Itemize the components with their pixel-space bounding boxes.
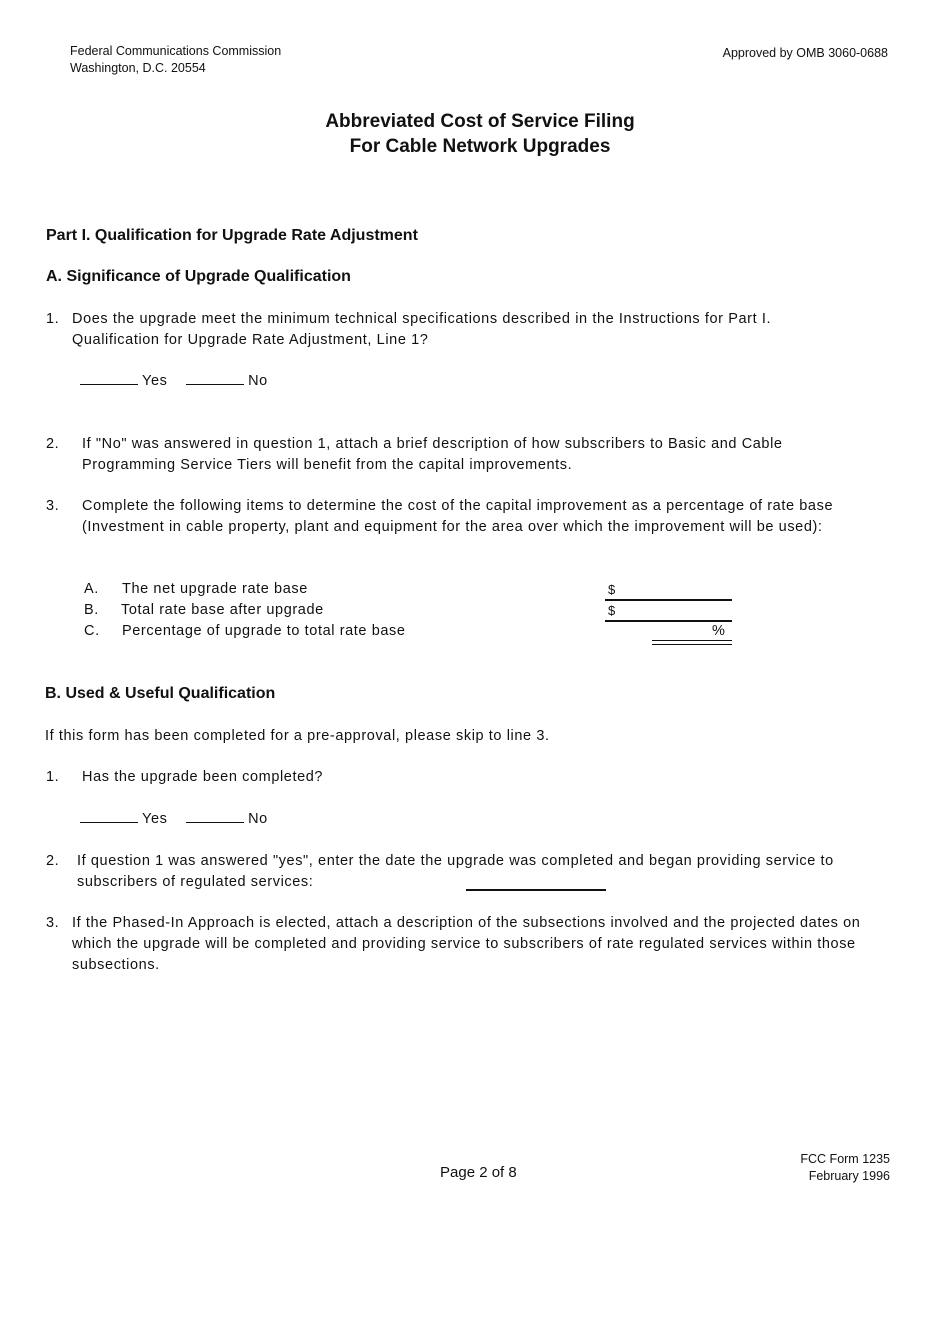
yes-label: Yes [142, 811, 168, 827]
sectionA-q1-answers [80, 371, 268, 392]
omb-approval: Approved by OMB 3060-0688 [722, 46, 888, 60]
item-c-letter: C. [84, 623, 100, 639]
no-blank[interactable] [186, 372, 244, 385]
item-b-label: Total rate base after upgrade [121, 602, 324, 618]
item-c-double-underline-bottom [652, 644, 732, 645]
item-c-double-underline-top[interactable] [652, 640, 732, 641]
sectionB-q1-answers [80, 809, 268, 830]
sectionA-heading: A. Significance of Upgrade Qualification [46, 268, 351, 285]
no-blank[interactable] [186, 810, 244, 823]
yes-blank[interactable] [80, 372, 138, 385]
item-a-letter: A. [84, 581, 99, 597]
item-b-letter: B. [84, 602, 99, 618]
yes-label: Yes [142, 373, 168, 389]
no-label: No [248, 373, 268, 389]
agency-address: Washington, D.C. 20554 [70, 61, 206, 75]
form-date: February 1996 [808, 1169, 890, 1183]
sectionB-q2-text: If question 1 was answered "yes", enter the date the upgrade was completed and began providing service to subscribers of regulated services: [77, 853, 834, 890]
form-number: FCC Form 1235 [800, 1152, 890, 1166]
sectionA-q3-number: 3. [46, 498, 60, 514]
completion-date-input-line[interactable] [466, 889, 606, 891]
form-id [800, 1151, 890, 1185]
title-line-1: Abbreviated Cost of Service Filing [325, 111, 635, 132]
item-a-input-line[interactable] [605, 599, 732, 601]
item-a-dollar-sign: $ [608, 582, 616, 597]
sectionA-q1-text: Does the upgrade meet the minimum technical specifications described in the Instructions for Part I. Qualification for Upgrade Rate Adjustment, Line 1? [72, 311, 772, 348]
title-line-2: For Cable Network Upgrades [349, 136, 611, 157]
sectionB-q1-text: Has the upgrade been completed? [82, 769, 324, 785]
sectionA-q2-number: 2. [46, 436, 60, 452]
item-c-label: Percentage of upgrade to total rate base [122, 623, 406, 639]
sectionB-note: If this form has been completed for a pre-approval, please skip to line 3. [45, 728, 550, 744]
item-a-label: The net upgrade rate base [122, 581, 308, 597]
sectionB-heading: B. Used & Useful Qualification [45, 685, 276, 702]
sectionA-q2-text: If "No" was answered in question 1, attach a brief description of how subscribers to Basic and Cable Programming Service Tiers will benefit from the capital improvements. [82, 436, 783, 473]
sectionB-q2-number: 2. [46, 853, 60, 869]
yes-blank[interactable] [80, 810, 138, 823]
page-number: Page 2 of 8 [440, 1164, 517, 1181]
sectionA-q1-number: 1. [46, 311, 60, 327]
sectionB-q1-number: 1. [46, 769, 60, 785]
part1-heading: Part I. Qualification for Upgrade Rate Adjustment [46, 227, 418, 244]
agency-header [70, 43, 281, 77]
no-label: No [248, 811, 268, 827]
sectionB-q3-text: If the Phased-In Approach is elected, attach a description of the subsections involved and the projected dates on which the upgrade will be completed and providing service to subscribers of rate regulated services within those subsections. [72, 915, 861, 973]
item-b-dollar-sign: $ [608, 603, 616, 618]
agency-name: Federal Communications Commission [70, 44, 282, 58]
sectionA-q3-text: Complete the following items to determine the cost of the capital improvement as a percentage of rate base (Investment in cable property, plant and equipment for the area over which the improvement will be used): [82, 498, 834, 535]
form-title [0, 109, 950, 159]
sectionB-q3-number: 3. [46, 915, 60, 931]
item-c-percent-sign: % [712, 623, 726, 639]
